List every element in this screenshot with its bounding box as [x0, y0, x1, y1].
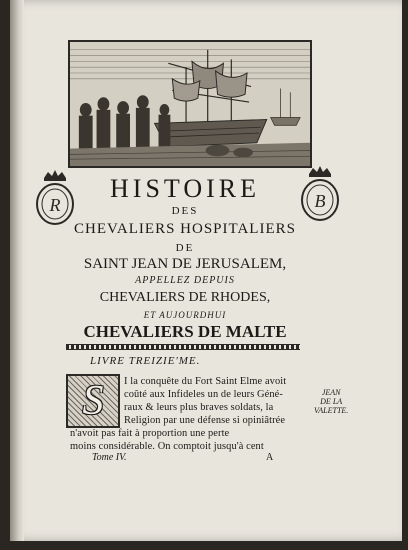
- ornamental-rule: [66, 344, 300, 350]
- margin-note-line: JEAN: [321, 388, 341, 397]
- engraving-illustration: [68, 40, 312, 168]
- margin-note: [314, 388, 348, 415]
- text-line: coûté aux Infideles un de leurs Géné-: [124, 389, 283, 400]
- text-line: Religion par une défense si opiniâtrée: [124, 415, 286, 426]
- title-rhodes-line: CHEVALIERS DE RHODES,: [99, 290, 271, 305]
- text-line: raux & leurs plus braves soldats, la: [124, 402, 274, 413]
- volume-label: Tome IV.: [92, 452, 127, 463]
- text-line: n'avoit pas fait à proportion une perte: [70, 428, 230, 439]
- book-page: [10, 0, 402, 541]
- title-order-line: SAINT JEAN DE JERUSALEM,: [83, 256, 287, 272]
- margin-note-line: VALETTE.: [314, 406, 349, 415]
- title-malte-line: CHEVALIERS DE MALTE: [83, 322, 287, 341]
- title-aujourdhui: ET AUJOURDHUI: [143, 310, 227, 320]
- book-heading: LIVRE TREIZIE'ME.: [90, 355, 201, 367]
- page-binding-edge: [10, 0, 24, 541]
- drop-cap-letter: S: [82, 378, 104, 424]
- signature-mark: A: [266, 452, 274, 463]
- text-line: moins considérable. On comptoit jusqu'à cent: [70, 441, 264, 452]
- seal-left-letter: R: [49, 195, 61, 215]
- text-line: I la conquête du Fort Saint Elme avoit: [124, 376, 287, 387]
- title-appellez: APPELLEZ DEPUIS: [135, 275, 235, 286]
- title-subject-line: CHEVALIERS HOSPITALIERS: [74, 221, 296, 237]
- seal-right-letter: B: [314, 191, 326, 211]
- title-de: DE: [175, 242, 195, 254]
- book-title: HISTOIRE: [110, 174, 260, 203]
- drop-cap-initial: [66, 374, 120, 428]
- margin-note-line: DE LA: [320, 397, 343, 406]
- title-des: DES: [171, 205, 199, 217]
